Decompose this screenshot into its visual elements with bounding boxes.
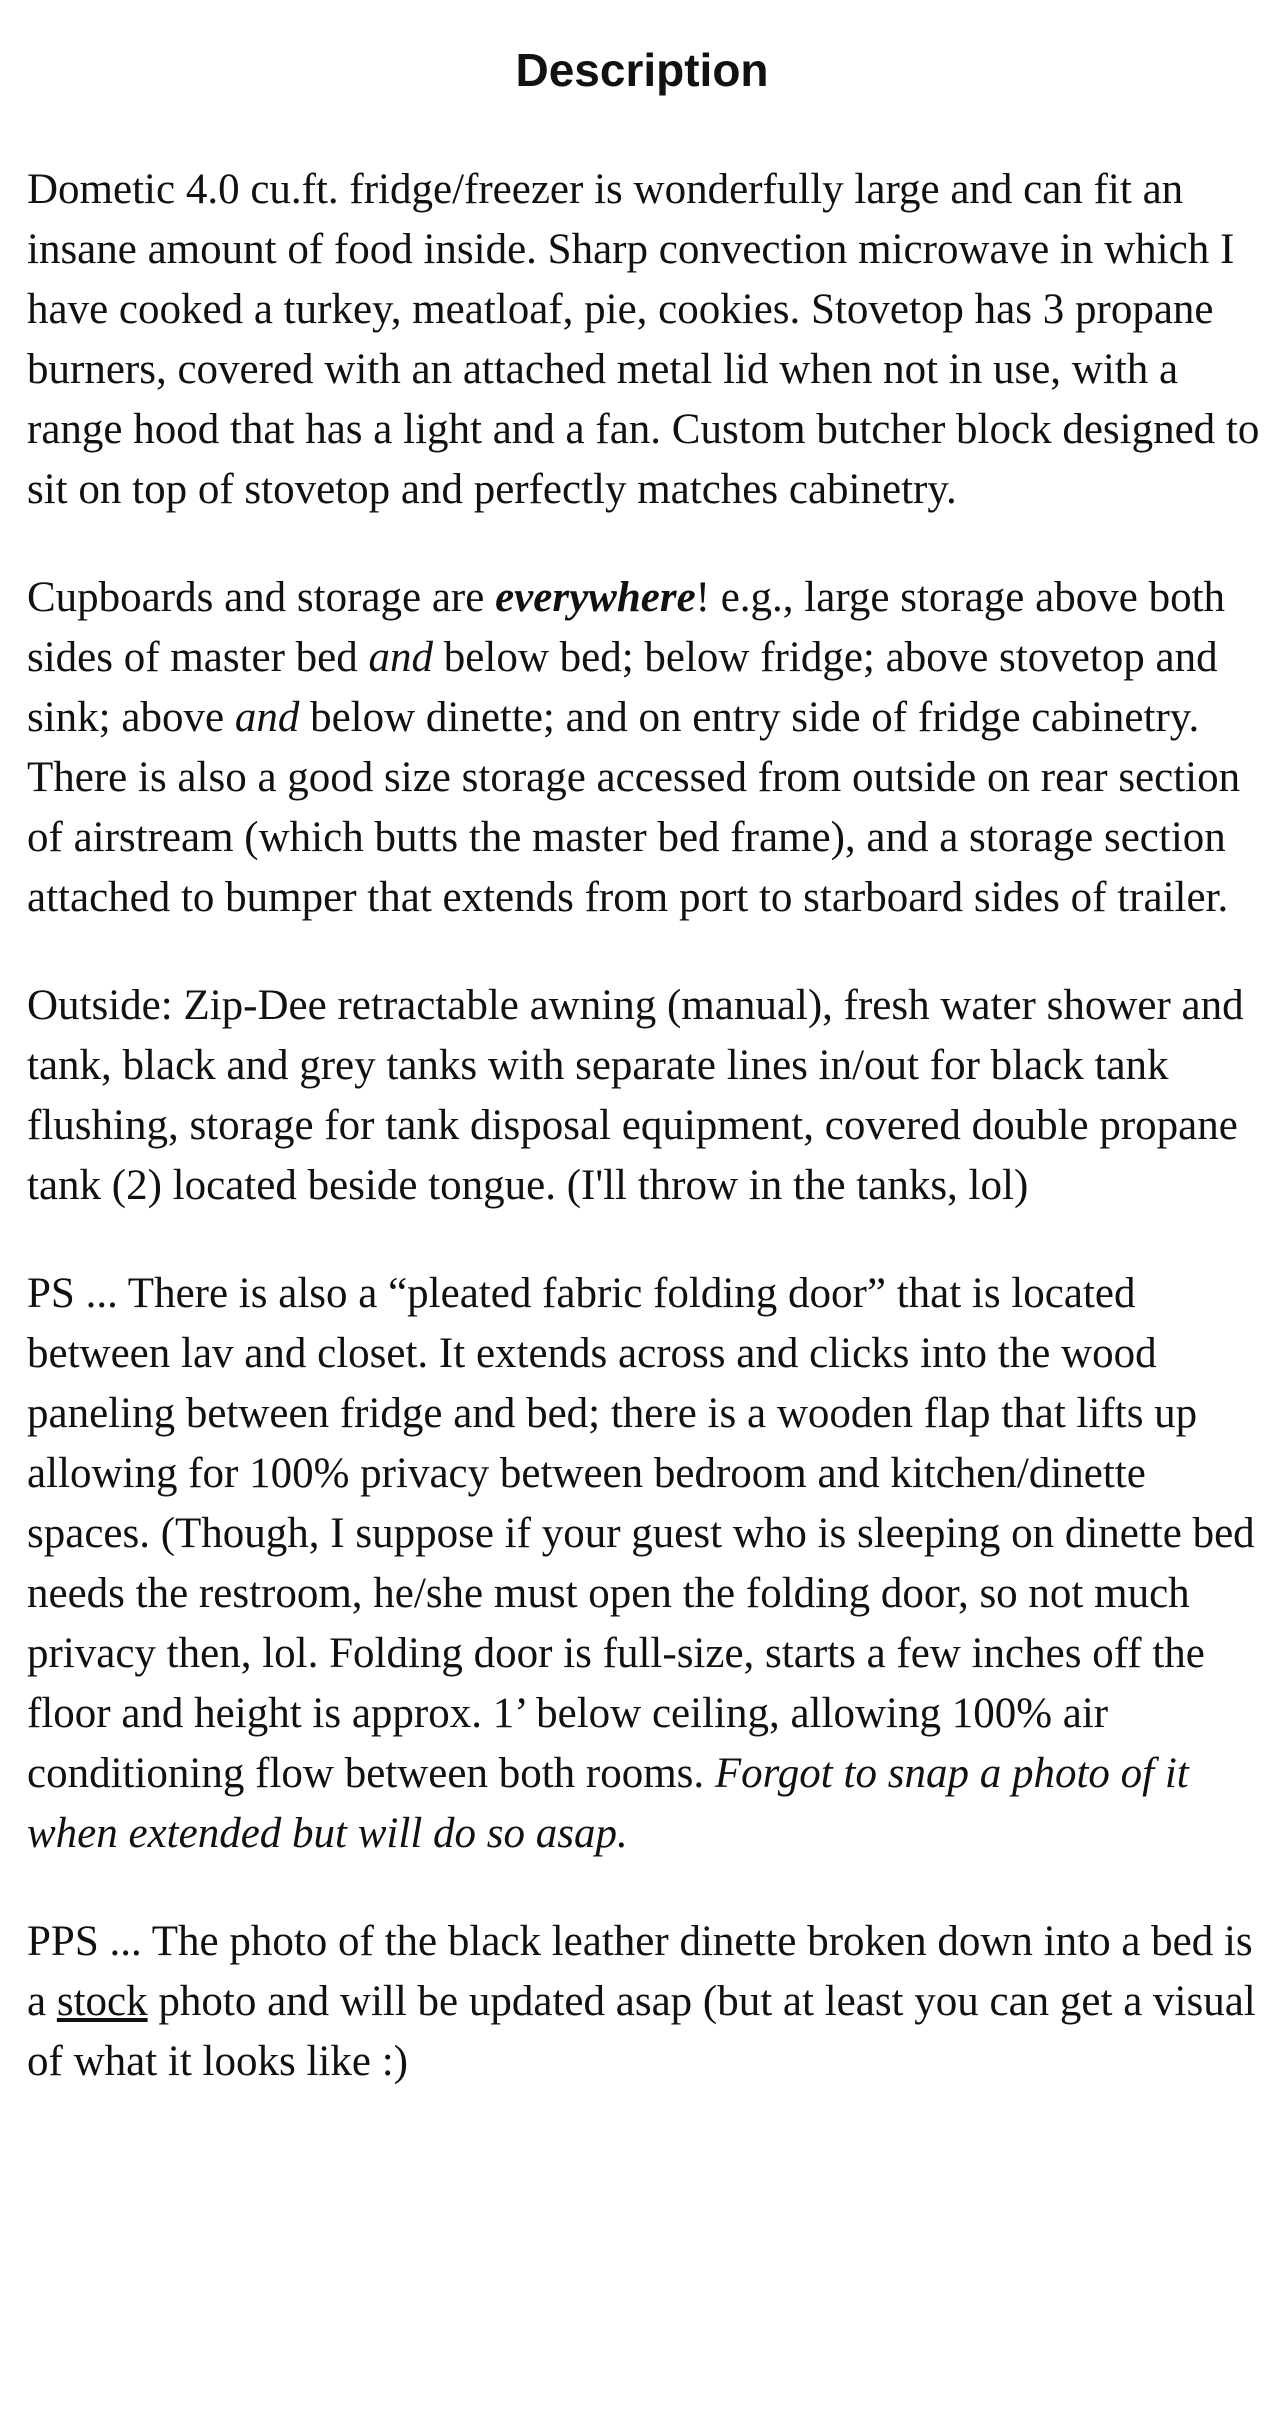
storage-text-a: Cupboards and storage are	[27, 574, 496, 621]
pps-underlined-stock: stock	[56, 1978, 148, 2025]
storage-emphasis-everywhere: everywhere	[495, 574, 696, 621]
pps-text-a: PPS ... The photo of the black leather dinette broken down into a bed is a	[27, 1918, 1253, 2025]
paragraph-outside	[27, 976, 1267, 1216]
paragraph-kitchen-text: Dometic 4.0 cu.ft. fridge/freezer is wonderfully large and can fit an insane amount of food inside. Sharp convection microwave in which I have cooked a turkey, meatloaf, pie, cookies. Stovetop has 3 propane burners, covered with an attached metal lid when not in use, with a range hood that has a light and a fan. Custom butcher block designed to sit on top of stovetop and perfectly matches cabinetry.	[27, 166, 1260, 513]
storage-emphasis-and-1: and	[368, 634, 434, 681]
storage-emphasis-and-2: and	[234, 694, 300, 741]
paragraph-storage	[27, 568, 1267, 928]
storage-text-e: below bed; below fridge; above stovetop and sink; above	[27, 634, 1218, 741]
ps-italic-note: Forgot to snap a photo of it when extended but will do so asap.	[27, 1750, 1189, 1857]
storage-text-c: ! e.g., large storage above both sides of master bed	[27, 574, 1226, 681]
paragraph-outside-text: Outside: Zip-Dee retractable awning (manual), fresh water shower and tank, black and grey tanks with separate lines in/out for black tank flushing, storage for tank disposal equipment, covered double propane tank (2) located beside tongue. (I'll throw in the tanks, lol)	[27, 982, 1244, 1209]
paragraph-pps	[27, 1912, 1267, 2092]
ps-text-a: PS ... There is also a “pleated fabric folding door” that is located between lav and closet. It extends across and clicks into the wood paneling between fridge and bed; there is a wooden flap that lifts up allowing for 100% privacy between bedroom and kitchen/dinette spaces. (Though, I suppose if your guest who is sleeping on dinette bed needs the restroom, he/she must open the folding door, so not much privacy then, lol. Folding door is full-size, starts a few inches off the floor and height is approx. 1’ below ceiling, allowing 100% air conditioning flow between both rooms.	[27, 1270, 1255, 1797]
storage-text-g: below dinette; and on entry side of fridge cabinetry. There is also a good size storage accessed from outside on rear section of airstream (which butts the master bed frame), and a storage section attached to bumper that extends from port to starboard sides of trailer.	[27, 694, 1241, 921]
pps-text-c: photo and will be updated asap (but at least you can get a visual of what it looks like :)	[27, 1978, 1256, 2085]
paragraph-kitchen	[27, 160, 1267, 520]
description-body	[27, 160, 1267, 2092]
paragraph-ps	[27, 1264, 1267, 1864]
page-title: Description	[515, 44, 769, 96]
